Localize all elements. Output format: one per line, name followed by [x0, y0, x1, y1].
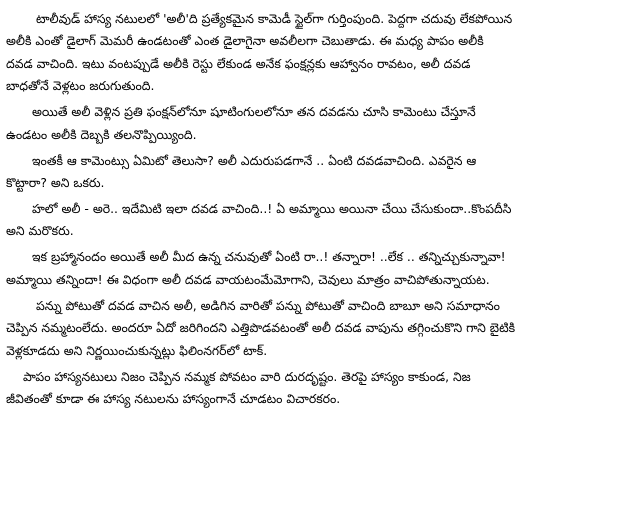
paragraph [6, 295, 631, 362]
text-line: బాధతోనే వెళ్లటం జరుగుతుంది. [6, 78, 155, 94]
text-line: ఇంతకీ ఆ కామెంట్సు ఏమిటో తెలుసా? అలీ ఎదురుపడగానే .. ఏంటి దవడవాచింది. ఎవరైన ఆ [32, 152, 477, 168]
paragraph [6, 101, 631, 146]
paragraph [6, 8, 631, 98]
text-line: దవడ వాచింది. ఇటు వంటప్పుడే అలీకి రెస్టు లేకుండ అనేక ఫంక్షన్లకు ఆహ్వానం రావటం, అలీ దవడ [6, 55, 471, 71]
text-line: కొట్టారా? అని ఒకరు. [6, 175, 105, 191]
text-line: అయితే అలీ వెళ్లిన ప్రతి ఫంక్షన్‌లోనూ షూటింగులలోనూ తన దవడను చూసి కామెంటు చేస్తూనే [32, 104, 476, 120]
paragraph [6, 150, 631, 195]
text-line: పాపం హాస్యనటులు నిజం చెప్పిన నమ్మక పోవటం వారి దురదృష్టం. తెరపై హాస్యం కాకుండ, నిజ [23, 368, 471, 384]
text-line: జీవితంతో కూడా ఈ హాస్య నటులను హాస్యంగానే చూడటం విచారకరం. [6, 391, 341, 407]
text-line: వెళ్లకూడదు అని నిర్ణయించుకున్నట్లు ఫిలింనగర్‌లో టాక్. [6, 342, 268, 358]
text-line: హలో అలీ - అరె.. ఇదేమిటి ఇలా దవడ వాచింది..! ఏ అమ్మాయి అయినా చేయి చేసుకుందా..కొంపదీసి [32, 201, 512, 217]
text-line: ఉండటం అలీకి దెబ్బకి తలనొప్పియ్యింది. [6, 126, 197, 142]
text-line: అమ్మాయి తన్నిందా! ఈ విధంగా అలీ దవడ వాయటంమేమోగాని, చెవులు మాత్రం వాచిపోతున్నాయట. [6, 271, 490, 287]
text-line: పన్ను పోటుతో దవడ వాచిన అలీ, అడిగిన వారితో పన్ను పోటుతో వాచింది బాబూ అని సమాధానం [36, 297, 500, 313]
text-line: టాలీవుడ్ హాస్య నటులలో 'అలీ'ది ప్రత్యేకమైన కామెడీ స్టైల్‌గా గుర్తింపుంది. పెద్దగా చదువు లేకపోయిన [36, 11, 513, 26]
text-line: చెప్పిన నమ్మటంలేదు. అందరూ ఏదో జరిగిందని ఎత్తిపొడవటంతో అలీ దవడ వాపును తగ్గించుకొని గాని బైటికి [6, 320, 516, 336]
paragraph [6, 366, 631, 411]
text-line: ఇక బ్రహ్మానందం అయితే అలీ మీద ఉన్న చనువుతో ఏంటి రా..! తన్నారా! ..లేక .. తన్నిచ్చుకున్నావా! [32, 249, 506, 265]
paragraph [6, 198, 631, 243]
paragraph [6, 246, 631, 291]
text-line: అలీకి ఎంతో డైలాగ్ మెమరీ ఉండటంతో ఎంత డైలాగైనా అవలీలగా చెబుతాడు. ఈ మధ్య పాపం అలీకి [6, 33, 484, 49]
text-line: అని మరొకరు. [6, 223, 74, 239]
